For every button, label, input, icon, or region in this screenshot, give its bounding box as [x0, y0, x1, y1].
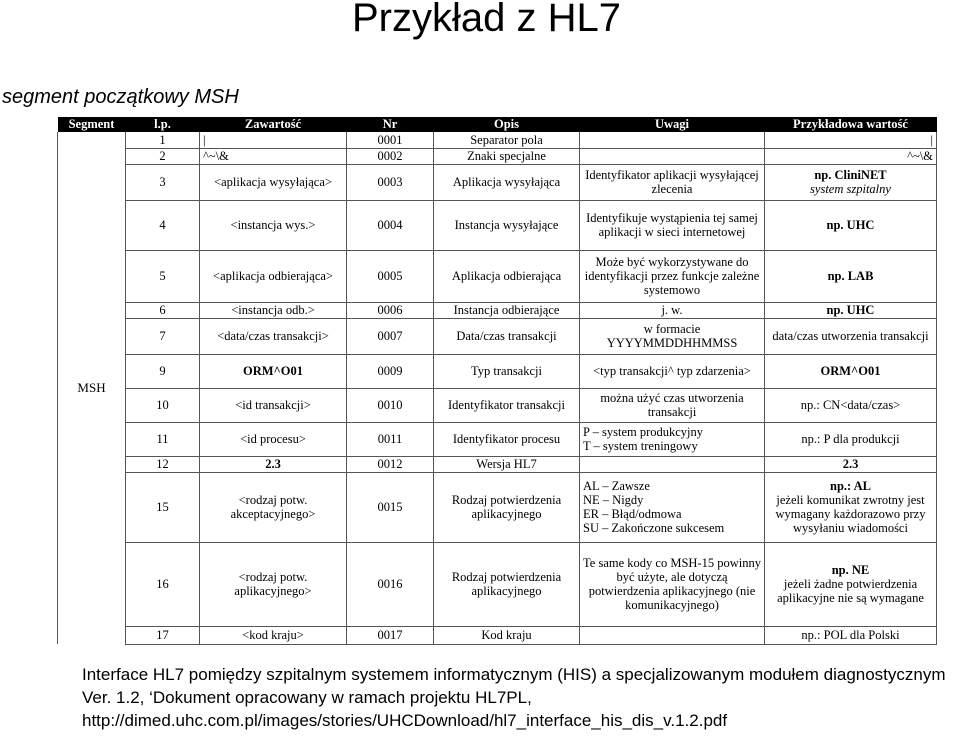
cell-notes: można użyć czas utworzenia transakcji: [580, 388, 765, 422]
cell-desc: Identyfikator transakcji: [434, 388, 580, 422]
header-notes: Uwagi: [580, 117, 765, 132]
cell-example: [765, 472, 937, 542]
cell-lp: 11: [126, 422, 200, 456]
cell-lp: 10: [126, 388, 200, 422]
table-row: [58, 388, 937, 422]
cell-nr: 0010: [347, 388, 434, 422]
table-row: [58, 542, 937, 626]
cell-nr: 0015: [347, 472, 434, 542]
cell-desc: Znaki specjalne: [434, 148, 580, 164]
example-sub: jeżeli żadne potwierdzenia aplikacyjne nie są wymagane: [777, 577, 924, 605]
cell-nr: 0016: [347, 542, 434, 626]
slide-subtitle: segment początkowy MSH: [2, 86, 239, 108]
cell-nr: 0002: [347, 148, 434, 164]
cell-example: np. LAB: [765, 250, 937, 302]
cell-content: <id transakcji>: [200, 388, 347, 422]
cell-example: np. UHC: [765, 200, 937, 250]
cell-content: ^~\&: [200, 148, 347, 164]
cell-lp: 1: [126, 132, 200, 148]
cell-example: np.: P dla produkcji: [765, 422, 937, 456]
header-lp: l.p.: [126, 117, 200, 132]
cell-lp: 15: [126, 472, 200, 542]
table-row: [58, 456, 937, 472]
cell-desc: Wersja HL7: [434, 456, 580, 472]
cell-lp: 5: [126, 250, 200, 302]
header-nr: Nr: [347, 117, 434, 132]
cell-content: <rodzaj potw. akceptacyjnego>: [200, 472, 347, 542]
cell-content: <instancja odb.>: [200, 302, 347, 318]
example-sub: system szpitalny: [810, 182, 891, 196]
cell-content: <data/czas transakcji>: [200, 318, 347, 354]
cell-notes: Identyfikuje wystąpienia tej samej aplikacji w sieci internetowej: [580, 200, 765, 250]
cell-nr: 0009: [347, 354, 434, 388]
segment-cell: MSH: [58, 132, 126, 644]
cell-example: np.: POL dla Polski: [765, 626, 937, 644]
cell-lp: 17: [126, 626, 200, 644]
table-row: [58, 200, 937, 250]
cell-nr: 0006: [347, 302, 434, 318]
notes-line: T – system treningowy: [583, 439, 698, 453]
cell-content: <aplikacja wysyłająca>: [200, 164, 347, 200]
cell-lp: 9: [126, 354, 200, 388]
table-row: [58, 164, 937, 200]
cell-desc: Rodzaj potwierdzenia aplikacyjnego: [434, 472, 580, 542]
cell-lp: 16: [126, 542, 200, 626]
cell-desc: Separator pola: [434, 132, 580, 148]
cell-example: |: [765, 132, 937, 148]
notes-line: NE – Nigdy: [583, 493, 644, 507]
cell-desc: Aplikacja odbierająca: [434, 250, 580, 302]
cell-content: 2.3: [200, 456, 347, 472]
source-caption: Interface HL7 pomiędzy szpitalnym systemem informatycznym (HIS) a specjalizowanym modułem diagnostycznym Ver. 1.2, ‘Dokument opracowany w ramach projektu HL7PL, http://dimed.uhc.com.pl/images/stories/UHCDownload/hl7_interface_his_dis_v.1.2.pdf: [82, 665, 946, 730]
slide-title: Przykład z HL7: [352, 0, 621, 40]
example-main: np. CliniNET: [814, 168, 887, 182]
cell-lp: 6: [126, 302, 200, 318]
cell-notes: [580, 132, 765, 148]
cell-lp: 3: [126, 164, 200, 200]
table-row: [58, 626, 937, 644]
cell-desc: Rodzaj potwierdzenia aplikacyjnego: [434, 542, 580, 626]
example-sub: jeżeli komunikat zwrotny jest wymagany każdorazowo przy wysyłaniu wiadomości: [775, 493, 926, 535]
cell-nr: 0004: [347, 200, 434, 250]
notes-line: SU – Zakończone sukcesem: [583, 521, 725, 535]
notes-line: AL – Zawsze: [583, 479, 650, 493]
table-header-row: [58, 117, 937, 132]
cell-lp: 4: [126, 200, 200, 250]
cell-example: np. UHC: [765, 302, 937, 318]
msh-segment-table: [57, 117, 937, 645]
cell-desc: Data/czas transakcji: [434, 318, 580, 354]
cell-example: ^~\&: [765, 148, 937, 164]
cell-notes: [580, 148, 765, 164]
cell-nr: 0012: [347, 456, 434, 472]
cell-notes: [580, 626, 765, 644]
table-row: [58, 148, 937, 164]
cell-notes: <typ transakcji^ typ zdarzenia>: [580, 354, 765, 388]
cell-desc: Kod kraju: [434, 626, 580, 644]
table-row: [58, 318, 937, 354]
cell-nr: 0003: [347, 164, 434, 200]
notes-line: P – system produkcyjny: [583, 425, 704, 439]
cell-content: <instancja wys.>: [200, 200, 347, 250]
cell-nr: 0001: [347, 132, 434, 148]
table-row: [58, 250, 937, 302]
table-row: [58, 302, 937, 318]
cell-desc: Identyfikator procesu: [434, 422, 580, 456]
notes-line: ER – Błąd/odmowa: [583, 507, 682, 521]
cell-notes: [580, 472, 765, 542]
cell-desc: Aplikacja wysyłająca: [434, 164, 580, 200]
cell-example: data/czas utworzenia transakcji: [765, 318, 937, 354]
cell-desc: Instancja odbierające: [434, 302, 580, 318]
cell-lp: 12: [126, 456, 200, 472]
cell-notes: w formacie YYYYMMDDHHMMSS: [580, 318, 765, 354]
cell-lp: 7: [126, 318, 200, 354]
cell-nr: 0017: [347, 626, 434, 644]
cell-nr: 0007: [347, 318, 434, 354]
header-example: Przykładowa wartość: [765, 117, 937, 132]
cell-notes: Identyfikator aplikacji wysyłającej zlecenia: [580, 164, 765, 200]
cell-example: 2.3: [765, 456, 937, 472]
cell-content: <rodzaj potw. aplikacyjnego>: [200, 542, 347, 626]
table-row: [58, 422, 937, 456]
cell-content: <kod kraju>: [200, 626, 347, 644]
cell-notes: Może być wykorzystywane do identyfikacji przez funkcje zależne systemowo: [580, 250, 765, 302]
cell-notes: Te same kody co MSH-15 powinny być użyte, ale dotyczą potwierdzenia aplikacyjnego (nie komunikacyjnego): [580, 542, 765, 626]
example-main: np.: AL: [830, 479, 871, 493]
cell-desc: Typ transakcji: [434, 354, 580, 388]
header-desc: Opis: [434, 117, 580, 132]
cell-notes: j. w.: [580, 302, 765, 318]
cell-example: [765, 542, 937, 626]
table-row: [58, 354, 937, 388]
cell-notes: [580, 456, 765, 472]
cell-lp: 2: [126, 148, 200, 164]
cell-example: ORM^O01: [765, 354, 937, 388]
cell-content: <id procesu>: [200, 422, 347, 456]
table-row: [58, 132, 937, 148]
cell-nr: 0005: [347, 250, 434, 302]
cell-desc: Instancja wysyłające: [434, 200, 580, 250]
cell-nr: 0011: [347, 422, 434, 456]
cell-content: ORM^O01: [200, 354, 347, 388]
cell-example: [765, 164, 937, 200]
cell-notes: [580, 422, 765, 456]
table-row: [58, 472, 937, 542]
example-main: np. NE: [831, 563, 870, 577]
header-segment: Segment: [58, 117, 126, 132]
cell-content: |: [200, 132, 347, 148]
cell-example: np.: CN<data/czas>: [765, 388, 937, 422]
header-content: Zawartość: [200, 117, 347, 132]
cell-content: <aplikacja odbierająca>: [200, 250, 347, 302]
